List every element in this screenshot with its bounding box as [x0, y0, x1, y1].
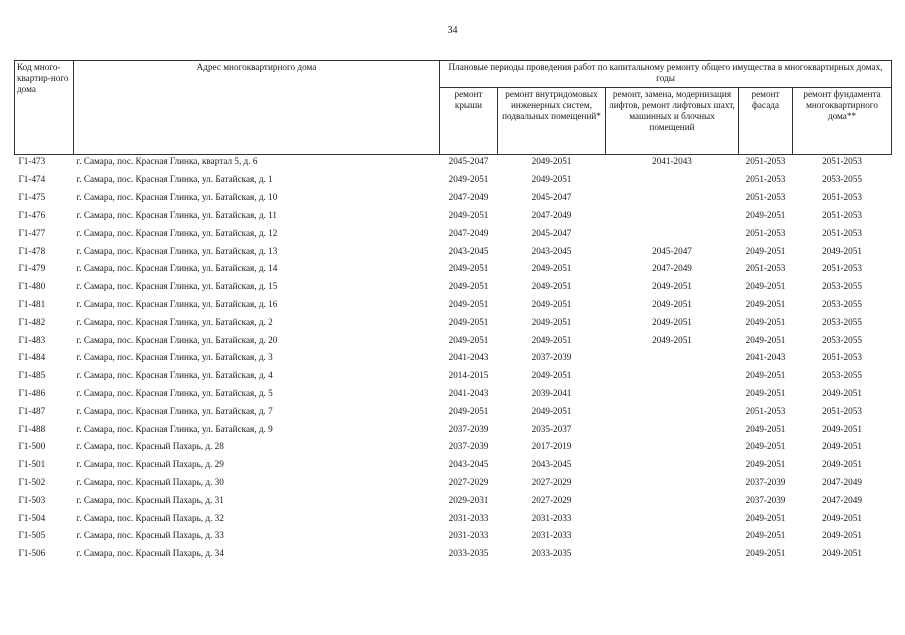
header-foundation: ремонт фундамента многоквартирного дома**	[793, 88, 892, 155]
cell-foundation: 2051-2053	[822, 227, 862, 238]
table-row	[15, 242, 892, 260]
cell-facade: 2049-2051	[745, 459, 786, 470]
cell-foundation: 2049-2051	[822, 459, 862, 470]
cell-facade: 2049-2051	[745, 209, 786, 220]
cell-engineering: 2049-2051	[531, 334, 572, 345]
cell-engineering: 2039-2041	[531, 387, 572, 398]
cell-roof: 2049-2051	[448, 405, 489, 416]
cell-foundation: 2049-2051	[822, 245, 862, 256]
cell-foundation: 2049-2051	[822, 530, 862, 541]
table-row	[15, 260, 892, 278]
cell-address: г. Самара, пос. Красная Глинка, ул. Батайская, д. 14	[76, 263, 278, 274]
table-row	[15, 385, 892, 403]
cell-engineering: 2049-2051	[531, 370, 572, 381]
cell-facade: 2037-2039	[745, 476, 786, 487]
cell-facade: 2051-2053	[745, 263, 786, 274]
header-address: Адрес многоквартирного дома	[74, 61, 440, 155]
table-row	[15, 509, 892, 527]
cell-engineering: 2031-2033	[531, 512, 572, 523]
header-code: Код много-квартир-ного дома	[15, 61, 74, 155]
table-row	[15, 224, 892, 242]
cell-address: г. Самара, пос. Красный Пахарь, д. 29	[76, 459, 224, 470]
cell-engineering: 2043-2045	[531, 459, 572, 470]
header-engineering: ремонт внутридомовых инженерных систем, подвальных помещений*	[498, 88, 606, 155]
cell-code: Г1-485	[18, 370, 46, 381]
cell-address: г. Самара, пос. Красная Глинка, ул. Батайская, д. 15	[76, 281, 278, 292]
cell-address: г. Самара, пос. Красная Глинка, ул. Батайская, д. 2	[76, 316, 273, 327]
header-facade: ремонт фасада	[739, 88, 793, 155]
cell-code: Г1-474	[18, 174, 46, 185]
cell-code: Г1-484	[18, 352, 46, 363]
cell-code: Г1-501	[18, 459, 46, 470]
cell-address: г. Самара, пос. Красная Глинка, ул. Батайская, д. 9	[76, 423, 273, 434]
cell-code: Г1-482	[18, 316, 46, 327]
cell-foundation: 2053-2055	[822, 334, 862, 345]
cell-foundation: 2049-2051	[822, 512, 862, 523]
cell-facade: 2049-2051	[745, 298, 786, 309]
cell-engineering: 2049-2051	[531, 263, 572, 274]
cell-foundation: 2047-2049	[822, 494, 862, 505]
cell-lifts	[606, 207, 739, 225]
cell-roof: 2041-2043	[448, 387, 489, 398]
cell-facade: 2051-2053	[745, 174, 786, 185]
cell-facade: 2037-2039	[745, 494, 786, 505]
cell-code: Г1-480	[18, 281, 46, 292]
cell-address: г. Самара, пос. Красный Пахарь, д. 33	[76, 530, 224, 541]
cell-lifts: 2041-2043	[652, 156, 692, 166]
cell-foundation: 2049-2051	[822, 423, 862, 434]
cell-roof: 2049-2051	[448, 281, 489, 292]
cell-facade: 2049-2051	[745, 512, 786, 523]
cell-lifts: 2049-2051	[652, 334, 692, 345]
cell-address: г. Самара, пос. Красная Глинка, ул. Батайская, д. 4	[76, 370, 273, 381]
cell-code: Г1-473	[18, 156, 46, 166]
cell-roof: 2027-2029	[448, 476, 489, 487]
cell-code: Г1-505	[18, 530, 46, 541]
table-row	[15, 189, 892, 207]
cell-engineering: 2027-2029	[531, 494, 572, 505]
cell-foundation: 2051-2053	[822, 192, 862, 203]
table-row	[15, 155, 892, 172]
cell-code: Г1-477	[18, 227, 46, 238]
cell-roof: 2037-2039	[448, 441, 489, 452]
cell-engineering: 2027-2029	[531, 476, 572, 487]
cell-lifts	[606, 367, 739, 385]
cell-lifts: 2047-2049	[652, 263, 692, 274]
table-row	[15, 367, 892, 385]
table-header	[15, 61, 892, 155]
cell-code: Г1-506	[18, 548, 46, 559]
cell-roof: 2043-2045	[448, 459, 489, 470]
cell-roof: 2049-2051	[448, 209, 489, 220]
cell-code: Г1-502	[18, 476, 46, 487]
cell-lifts	[606, 385, 739, 403]
cell-facade: 2049-2051	[745, 281, 786, 292]
cell-roof: 2047-2049	[448, 227, 489, 238]
table-row	[15, 278, 892, 296]
cell-code: Г1-488	[18, 423, 46, 434]
table-row	[15, 474, 892, 492]
table-row	[15, 349, 892, 367]
cell-address: г. Самара, пос. Красный Пахарь, д. 31	[76, 494, 224, 505]
cell-engineering: 2045-2047	[531, 227, 572, 238]
cell-lifts	[606, 438, 739, 456]
cell-engineering: 2035-2037	[531, 423, 572, 434]
cell-lifts	[606, 189, 739, 207]
table-row	[15, 296, 892, 314]
cell-facade: 2049-2051	[745, 441, 786, 452]
cell-address: г. Самара, пос. Красный Пахарь, д. 30	[76, 476, 224, 487]
cell-code: Г1-486	[18, 387, 46, 398]
cell-roof: 2049-2051	[448, 263, 489, 274]
cell-lifts	[606, 171, 739, 189]
table-row	[15, 420, 892, 438]
cell-code: Г1-476	[18, 209, 46, 220]
cell-facade: 2049-2051	[745, 245, 786, 256]
cell-address: г. Самара, пос. Красная Глинка, ул. Батайская, д. 11	[76, 209, 277, 220]
cell-foundation: 2049-2051	[822, 387, 862, 398]
cell-lifts	[606, 509, 739, 527]
cell-code: Г1-475	[18, 192, 46, 203]
cell-foundation: 2051-2053	[822, 352, 862, 363]
cell-foundation: 2049-2051	[822, 441, 862, 452]
cell-lifts	[606, 491, 739, 509]
cell-roof: 2045-2047	[448, 156, 489, 166]
header-lifts: ремонт, замена, модернизация лифтов, ремонт лифтовых шахт, машинных и блочных помещений	[606, 88, 739, 155]
cell-code: Г1-504	[18, 512, 46, 523]
cell-address: г. Самара, пос. Красная Глинка, ул. Батайская, д. 16	[76, 298, 278, 309]
table-row	[15, 491, 892, 509]
cell-address: г. Самара, пос. Красная Глинка, ул. Батайская, д. 3	[76, 352, 273, 363]
cell-engineering: 2049-2051	[531, 298, 572, 309]
cell-roof: 2033-2035	[448, 548, 489, 559]
cell-facade: 2051-2053	[745, 156, 786, 166]
cell-roof: 2049-2051	[448, 298, 489, 309]
cell-lifts	[606, 224, 739, 242]
cell-code: Г1-481	[18, 298, 46, 309]
cell-lifts	[606, 474, 739, 492]
cell-code: Г1-500	[18, 441, 46, 452]
cell-code: Г1-487	[18, 405, 46, 416]
cell-address: г. Самара, пос. Красная Глинка, ул. Батайская, д. 12	[76, 227, 278, 238]
cell-lifts: 2049-2051	[652, 316, 692, 327]
cell-address: г. Самара, пос. Красный Пахарь, д. 32	[76, 512, 224, 523]
table-row	[15, 456, 892, 474]
cell-roof: 2047-2049	[448, 192, 489, 203]
cell-roof: 2014-2015	[448, 370, 489, 381]
cell-roof: 2049-2051	[448, 334, 489, 345]
cell-foundation: 2049-2051	[822, 548, 862, 559]
cell-engineering: 2049-2051	[531, 174, 572, 185]
cell-code: Г1-478	[18, 245, 46, 256]
header-periods: Плановые периоды проведения работ по капитальному ремонту общего имущества в многоквартирных домах, годы	[440, 61, 892, 88]
cell-roof: 2049-2051	[448, 174, 489, 185]
cell-address: г. Самара, пос. Красный Пахарь, д. 34	[76, 548, 224, 559]
cell-address: г. Самара, пос. Красная Глинка, ул. Батайская, д. 13	[76, 245, 278, 256]
cell-engineering: 2037-2039	[531, 352, 572, 363]
cell-lifts	[606, 545, 739, 563]
cell-engineering: 2049-2051	[531, 316, 572, 327]
cell-address: г. Самара, пос. Красная Глинка, ул. Батайская, д. 7	[76, 405, 273, 416]
cell-facade: 2051-2053	[745, 192, 786, 203]
cell-lifts: 2049-2051	[652, 281, 692, 292]
cell-engineering: 2049-2051	[531, 405, 572, 416]
cell-address: г. Самара, пос. Красный Пахарь, д. 28	[76, 441, 224, 452]
header-roof: ремонт крыши	[440, 88, 498, 155]
table-row	[15, 331, 892, 349]
cell-facade: 2049-2051	[745, 370, 786, 381]
cell-lifts: 2045-2047	[652, 245, 692, 256]
capital-repair-table	[14, 60, 892, 563]
cell-facade: 2049-2051	[745, 423, 786, 434]
cell-facade: 2049-2051	[745, 334, 786, 345]
cell-roof: 2037-2039	[448, 423, 489, 434]
cell-foundation: 2053-2055	[822, 298, 862, 309]
page-number: 34	[447, 25, 458, 36]
cell-roof: 2031-2033	[448, 512, 489, 523]
cell-foundation: 2051-2053	[822, 405, 862, 416]
cell-facade: 2049-2051	[745, 387, 786, 398]
cell-facade: 2051-2053	[745, 405, 786, 416]
cell-facade: 2049-2051	[745, 316, 786, 327]
cell-lifts	[606, 420, 739, 438]
cell-address: г. Самара, пос. Красная Глинка, ул. Батайская, д. 20	[76, 334, 278, 345]
cell-engineering: 2031-2033	[531, 530, 572, 541]
cell-engineering: 2045-2047	[531, 192, 572, 203]
cell-lifts	[606, 349, 739, 367]
cell-foundation: 2053-2055	[822, 316, 862, 327]
cell-engineering: 2033-2035	[531, 548, 572, 559]
cell-foundation: 2053-2055	[822, 370, 862, 381]
cell-engineering: 2049-2051	[531, 156, 572, 166]
cell-roof: 2049-2051	[448, 316, 489, 327]
table-row	[15, 402, 892, 420]
cell-roof: 2043-2045	[448, 245, 489, 256]
cell-foundation: 2053-2055	[822, 174, 862, 185]
cell-engineering: 2049-2051	[531, 281, 572, 292]
cell-roof: 2041-2043	[448, 352, 489, 363]
table-row	[15, 438, 892, 456]
cell-code: Г1-479	[18, 263, 46, 274]
cell-foundation: 2051-2053	[822, 156, 862, 166]
cell-facade: 2041-2043	[745, 352, 786, 363]
cell-lifts	[606, 402, 739, 420]
cell-foundation: 2053-2055	[822, 281, 862, 292]
table-body	[15, 155, 892, 563]
table-row	[15, 171, 892, 189]
cell-engineering: 2047-2049	[531, 209, 572, 220]
cell-facade: 2049-2051	[745, 530, 786, 541]
cell-address: г. Самара, пос. Красная Глинка, ул. Батайская, д. 1	[76, 174, 273, 185]
cell-engineering: 2043-2045	[531, 245, 572, 256]
cell-foundation: 2051-2053	[822, 263, 862, 274]
cell-code: Г1-503	[18, 494, 46, 505]
cell-roof: 2031-2033	[448, 530, 489, 541]
cell-address: г. Самара, пос. Красная Глинка, ул. Батайская, д. 10	[76, 192, 278, 203]
cell-lifts	[606, 456, 739, 474]
cell-foundation: 2051-2053	[822, 209, 862, 220]
cell-facade: 2051-2053	[745, 227, 786, 238]
cell-address: г. Самара, пос. Красная Глинка, квартал 5, д. 6	[76, 156, 258, 166]
cell-facade: 2049-2051	[745, 548, 786, 559]
cell-engineering: 2017-2019	[531, 441, 572, 452]
cell-lifts: 2049-2051	[652, 298, 692, 309]
table-row	[15, 313, 892, 331]
table-row	[15, 545, 892, 563]
cell-foundation: 2047-2049	[822, 476, 862, 487]
table-row	[15, 207, 892, 225]
cell-code: Г1-483	[18, 334, 46, 345]
cell-address: г. Самара, пос. Красная Глинка, ул. Батайская, д. 5	[76, 387, 273, 398]
table-row	[15, 527, 892, 545]
cell-lifts	[606, 527, 739, 545]
cell-roof: 2029-2031	[448, 494, 489, 505]
